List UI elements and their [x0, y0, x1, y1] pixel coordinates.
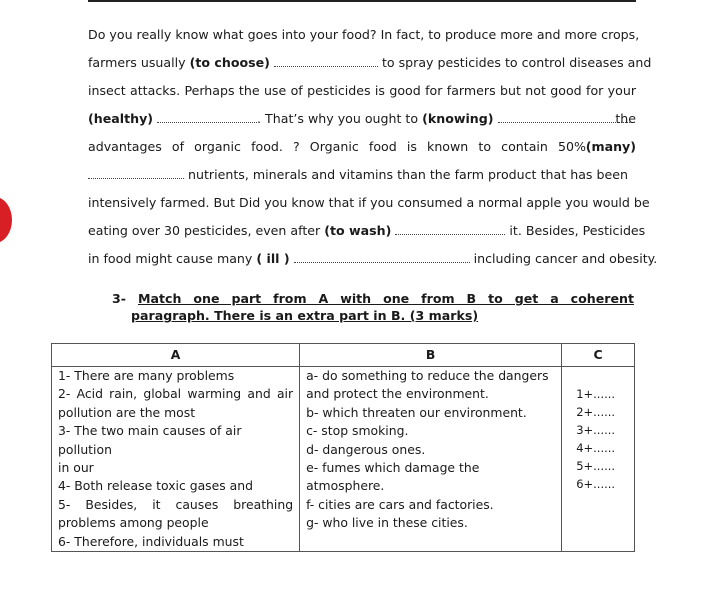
list-item: a- do something to reduce the dangers — [306, 368, 549, 383]
passage-line-4: (healthy) . That’s why you ought to (knowing) the — [88, 111, 636, 126]
header-b: B — [300, 344, 562, 367]
verb-cue: (knowing) — [422, 111, 494, 126]
answer-slot[interactable]: 4+...... — [576, 441, 616, 455]
passage-line-7: intensively farmed. But Did you know that if you consumed a normal apple you would be — [88, 195, 650, 210]
list-item: and protect the environment. — [306, 386, 489, 402]
answer-slot[interactable]: 1+...... — [576, 387, 616, 401]
list-item: 6- Therefore, individuals must — [58, 533, 244, 549]
header-c: C — [562, 344, 635, 367]
verb-cue: (to choose) — [189, 55, 270, 70]
list-item: 3- The two main causes of air pollution — [58, 423, 242, 457]
verb-cue: (many) — [585, 139, 636, 154]
red-margin-mark — [0, 197, 12, 243]
list-item: b- which threaten our environment. — [306, 404, 527, 420]
verb-cue: ( ill ) — [256, 251, 290, 266]
column-c — [562, 367, 635, 552]
top-rule — [88, 0, 636, 2]
passage-line-5: advantages of organic food. ? Organic food is known to contain 50% (many) — [88, 136, 636, 158]
list-item: 4- Both release toxic gases and — [58, 478, 253, 494]
passage-line-9: in food might cause many ( ill ) including cancer and obesity. — [88, 251, 658, 266]
header-a: A — [52, 344, 300, 367]
answer-slot[interactable]: 2+...... — [576, 405, 616, 419]
answer-blank[interactable] — [294, 250, 470, 263]
exercise-instruction-line-1: Match one part from A with one from B to get a coherent — [137, 291, 634, 306]
table-row — [52, 367, 635, 552]
answer-blank[interactable] — [157, 110, 257, 123]
exercise-number: 3- — [112, 291, 126, 306]
passage-line-3: insect attacks. Perhaps the use of pesticides is good for farmers but not good for your — [88, 83, 636, 98]
answer-blank[interactable] — [274, 54, 378, 67]
list-item: 1- There are many problems — [58, 368, 235, 383]
verb-cue: (healthy) — [88, 111, 154, 126]
list-item: pollution are the most — [58, 404, 196, 420]
list-item: c- stop smoking. — [306, 423, 409, 439]
passage-line-6: nutrients, minerals and vitamins than the farm product that has been — [88, 164, 636, 186]
list-item: problems among people — [58, 515, 209, 531]
verb-cue: (to wash) — [324, 223, 392, 238]
answer-slot[interactable]: 3+...... — [576, 423, 616, 437]
list-item: 2- Acid rain, global warming and air — [58, 386, 294, 402]
list-item: f- cities are cars and factories. — [306, 496, 494, 512]
list-item: d- dangerous ones. — [306, 441, 426, 457]
passage-line-2: farmers usually (to choose) to spray pesticides to control diseases and — [88, 55, 652, 70]
table-header-row — [52, 344, 635, 367]
exercise-instruction-line-2: paragraph. There is an extra part in B. (3 marks) — [131, 308, 479, 323]
answer-blank[interactable] — [395, 222, 505, 235]
list-item: 5- Besides, it causes breathing — [58, 496, 294, 512]
answer-slot[interactable]: 5+...... — [576, 459, 616, 473]
matching-table — [51, 343, 635, 552]
list-item: in our — [58, 460, 94, 476]
passage-line-8: eating over 30 pesticides, even after (to wash) it. Besides, Pesticides — [88, 223, 646, 238]
column-a — [52, 367, 300, 552]
column-b — [300, 367, 562, 552]
exercise-title — [112, 290, 634, 324]
answer-blank[interactable] — [88, 166, 184, 179]
list-item: e- fumes which damage the atmosphere. — [306, 460, 480, 494]
passage-line-1: Do you really know what goes into your food? In fact, to produce more and more crops, — [88, 27, 640, 42]
list-item: g- who live in these cities. — [306, 515, 468, 531]
answer-slot[interactable]: 6+...... — [576, 477, 616, 491]
answer-blank[interactable] — [498, 110, 630, 123]
